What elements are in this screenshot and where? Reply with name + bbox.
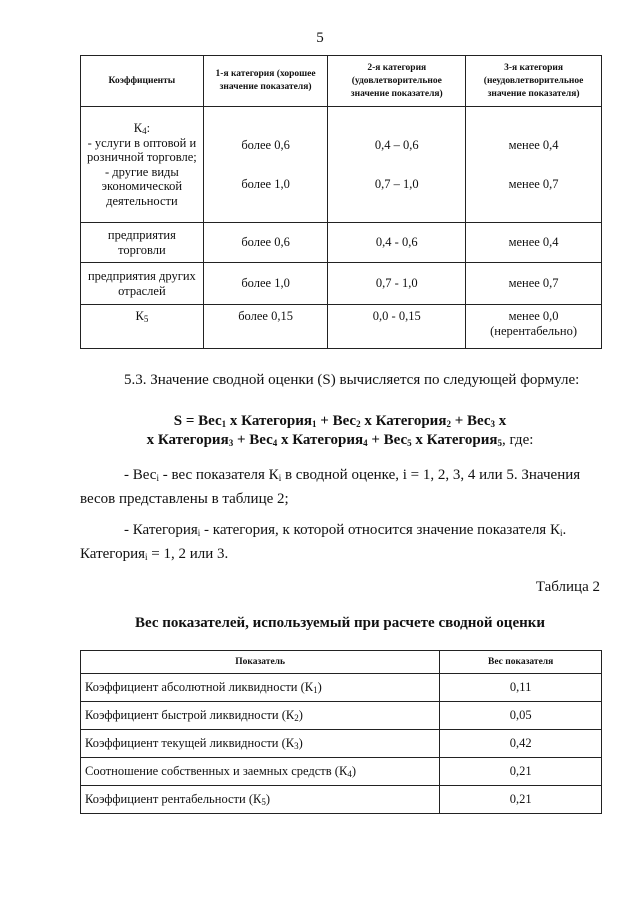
indicator-sub: 3 bbox=[294, 741, 299, 751]
formula-sub: 5 bbox=[497, 438, 503, 448]
formula-part: + Вес bbox=[450, 413, 491, 429]
page-number: 5 bbox=[316, 30, 324, 46]
k4-c2-trade: 0,4 – 0,6 bbox=[374, 137, 419, 152]
k4-label-colon: : bbox=[146, 121, 151, 135]
row-label: предприятия других отраслей bbox=[81, 263, 204, 305]
formula-sub: 1 bbox=[312, 419, 317, 429]
row-category-1: более 0,6 bbox=[203, 223, 328, 263]
table-row bbox=[81, 730, 602, 758]
def-sub: i bbox=[156, 473, 159, 483]
header-indicator: Показатель bbox=[81, 651, 440, 674]
def-sub: i bbox=[278, 473, 282, 483]
table-row bbox=[81, 702, 602, 730]
row-label: предприятия торговли bbox=[81, 223, 204, 263]
indicator-weight: 0,21 bbox=[440, 758, 602, 786]
indicator-text: Коэффициент быстрой ликвидности (К bbox=[85, 708, 295, 722]
formula-sub: 4 bbox=[272, 438, 278, 448]
indicator-sub: 4 bbox=[347, 769, 352, 779]
def-text: - Категория bbox=[124, 522, 198, 538]
table-header-row bbox=[81, 56, 602, 107]
indicator-text: Коэффициент текущей ликвидности (К bbox=[85, 736, 295, 750]
indicator-name bbox=[81, 730, 440, 758]
indicator-text: Коэффициент абсолютной ликвидности (К bbox=[85, 680, 314, 694]
def-text: - Вес bbox=[124, 467, 157, 483]
table-row bbox=[81, 674, 602, 702]
k4-c1-trade: более 0,6 bbox=[241, 137, 290, 152]
k4-label-sub: 4 bbox=[142, 126, 147, 136]
k4-category-1 bbox=[203, 107, 328, 223]
def-text: Категория bbox=[80, 546, 145, 562]
definition-category-line-1 bbox=[124, 521, 566, 540]
formula-sub: 2 bbox=[356, 419, 361, 429]
indicator-weight: 0,42 bbox=[440, 730, 602, 758]
table-row-k4 bbox=[81, 107, 602, 223]
indicator-weight: 0,05 bbox=[440, 702, 602, 730]
formula-line-1 bbox=[0, 412, 640, 431]
header-weight: Вес показателя bbox=[440, 651, 602, 674]
formula-part: + Вес bbox=[367, 432, 408, 448]
header-category-1: 1-я категория (хорошее значение показателя) bbox=[203, 56, 328, 107]
k5-c3-line1: менее 0,0 bbox=[508, 309, 559, 323]
row-category-3: менее 0,7 bbox=[466, 263, 602, 305]
k5-label-main: К bbox=[135, 309, 144, 323]
indicator-sub: 5 bbox=[261, 797, 266, 807]
def-sub: i bbox=[145, 552, 148, 562]
paragraph-5-3: 5.3. Значение сводной оценки (S) вычисляется по следующей формуле: bbox=[124, 372, 580, 388]
k5-category-3 bbox=[466, 305, 602, 349]
row-category-2: 0,4 - 0,6 bbox=[328, 223, 466, 263]
row-category-2: 0,7 - 1,0 bbox=[328, 263, 466, 305]
k5-label-cell bbox=[81, 305, 204, 349]
k4-c2-other: 0,7 – 1,0 bbox=[374, 176, 419, 191]
formula-sub: 5 bbox=[407, 438, 412, 448]
indicator-weight: 0,11 bbox=[440, 674, 602, 702]
def-text: - вес показателя К bbox=[158, 467, 279, 483]
header-category-2: 2-я категория (удовлетворительное значение показателя) bbox=[328, 56, 466, 107]
formula-part: S = Вес bbox=[173, 413, 222, 429]
table-row-k5 bbox=[81, 305, 602, 349]
table-header-row bbox=[81, 651, 602, 674]
formula-sub: 4 bbox=[363, 438, 368, 448]
k5-c3-line2: (нерентабельно) bbox=[490, 324, 577, 338]
table-row bbox=[81, 263, 602, 305]
indicator-weight: 0,21 bbox=[440, 786, 602, 814]
k4-label-main: К bbox=[133, 121, 143, 135]
k5-category-1: более 0,15 bbox=[203, 305, 328, 349]
def-sub: i bbox=[197, 528, 201, 538]
formula-part: х Категория bbox=[226, 413, 313, 429]
indicator-name bbox=[81, 786, 440, 814]
indicator-sub: 1 bbox=[313, 685, 318, 695]
k4-c3-other: менее 0,7 bbox=[508, 176, 559, 191]
k5-label-sub: 5 bbox=[143, 314, 149, 324]
definition-category-line-2 bbox=[80, 545, 228, 564]
table-row bbox=[81, 758, 602, 786]
k4-c3-trade: менее 0,4 bbox=[508, 137, 559, 152]
k4-label-cell bbox=[81, 107, 204, 223]
formula-tail: , где: bbox=[502, 432, 534, 448]
indicator-close: ) bbox=[317, 680, 322, 694]
formula-part: + Вес bbox=[316, 413, 357, 429]
table2-caption: Таблица 2 bbox=[535, 579, 600, 595]
indicator-close: ) bbox=[298, 736, 303, 750]
categories-table bbox=[80, 55, 602, 349]
table-row bbox=[81, 223, 602, 263]
formula-sub: 2 bbox=[446, 419, 451, 429]
row-category-1: более 1,0 bbox=[203, 263, 328, 305]
def-text: = 1, 2 или 3. bbox=[147, 546, 229, 562]
k4-label-other: - другие виды экономической деятельности bbox=[101, 164, 183, 208]
k4-category-3 bbox=[466, 107, 602, 223]
formula-part: х Категория bbox=[411, 432, 498, 448]
weights-table bbox=[80, 650, 602, 814]
formula-sub: 1 bbox=[221, 419, 227, 429]
formula-part: х bbox=[495, 413, 507, 429]
formula-part: х Категория bbox=[360, 413, 447, 429]
formula-line-2 bbox=[0, 431, 640, 450]
k5-category-2: 0,0 - 0,15 bbox=[328, 305, 466, 349]
table2-title: Вес показателей, используемый при расчете сводной оценки bbox=[134, 615, 546, 631]
definition-weight-line-2: весов представлены в таблице 2; bbox=[80, 491, 289, 507]
def-text: . bbox=[562, 522, 567, 538]
formula-sub: 3 bbox=[490, 419, 495, 429]
indicator-name bbox=[81, 758, 440, 786]
def-text: - категория, к которой относится значение показателя К bbox=[200, 522, 560, 538]
row-category-3: менее 0,4 bbox=[466, 223, 602, 263]
indicator-text: Коэффициент рентабельности (К bbox=[85, 792, 262, 806]
header-category-3: 3-я категория (неудовлетворительное значение показателя) bbox=[466, 56, 602, 107]
def-text: в сводной оценке, i = 1, 2, 3, 4 или 5. Значения bbox=[281, 467, 581, 483]
formula-part: х Категория bbox=[277, 432, 364, 448]
indicator-sub: 2 bbox=[294, 713, 299, 723]
header-coefficients: Коэффициенты bbox=[81, 56, 204, 107]
indicator-text: Соотношение собственных и заемных средств (К bbox=[85, 764, 348, 778]
indicator-close: ) bbox=[265, 792, 271, 806]
indicator-close: ) bbox=[298, 708, 303, 722]
table-row bbox=[81, 786, 602, 814]
formula-part: х Категория bbox=[146, 432, 229, 448]
definition-weight-line-1 bbox=[124, 466, 580, 485]
indicator-name bbox=[81, 674, 440, 702]
formula-part: + Вес bbox=[233, 432, 273, 448]
formula-sub: 3 bbox=[228, 438, 234, 448]
indicator-close: ) bbox=[351, 764, 356, 778]
def-sub: i bbox=[559, 528, 563, 538]
k4-c1-other: более 1,0 bbox=[241, 176, 290, 191]
k4-label-trade: - услуги в оптовой и розничной торговле; bbox=[87, 135, 197, 164]
k4-category-2 bbox=[328, 107, 466, 223]
indicator-name bbox=[81, 702, 440, 730]
